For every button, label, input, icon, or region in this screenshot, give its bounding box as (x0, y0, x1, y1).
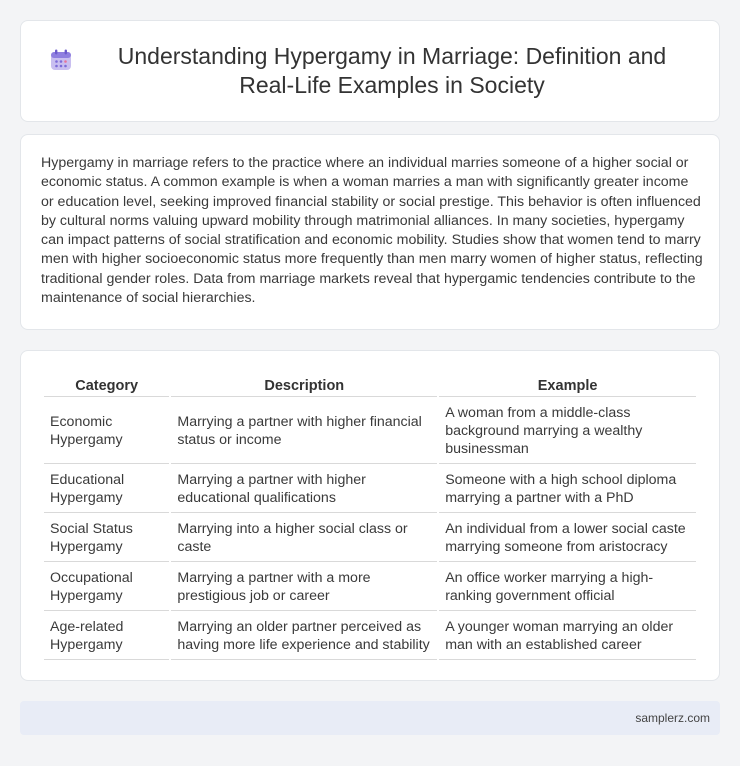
calendar-icon (48, 47, 74, 73)
cell-example: An office worker marrying a high-ranking government official (439, 562, 696, 611)
header-example: Example (439, 371, 696, 397)
footer-bar (20, 701, 720, 735)
cell-category: Economic Hypergamy (44, 397, 169, 464)
table-row (44, 611, 696, 660)
header-category: Category (44, 371, 169, 397)
cell-example: A younger woman marrying an older man with an established career (439, 611, 696, 660)
title-wrap (21, 21, 719, 121)
intro-card (20, 134, 720, 330)
cell-category: Educational Hypergamy (44, 464, 169, 513)
cell-example: Someone with a high school diploma marrying a partner with a PhD (439, 464, 696, 513)
table-row (44, 513, 696, 562)
title-card (20, 20, 720, 122)
table-row (44, 397, 696, 464)
cell-example: An individual from a lower social caste marrying someone from aristocracy (439, 513, 696, 562)
cell-description: Marrying into a higher social class or caste (171, 513, 437, 562)
cell-category: Social Status Hypergamy (44, 513, 169, 562)
cell-category: Age-related Hypergamy (44, 611, 169, 660)
table-card (20, 350, 720, 681)
cell-example: A woman from a middle-class background marrying a wealthy businessman (439, 397, 696, 464)
cell-category: Occupational Hypergamy (44, 562, 169, 611)
cell-description: Marrying a partner with higher educational qualifications (171, 464, 437, 513)
table-row (44, 562, 696, 611)
header-description: Description (171, 371, 437, 397)
cell-description: Marrying a partner with higher financial status or income (171, 397, 437, 464)
cell-description: Marrying an older partner perceived as having more life experience and stability (171, 611, 437, 660)
intro-paragraph: Hypergamy in marriage refers to the practice where an individual marries someone of a higher social or economic status. A common example is when a woman marries a man with significantly greater income or education level, seeking improved financial stability or social prestige. This behavior is often influenced by cultural norms valuing upward mobility through matrimonial alliances. In many societies, hypergamy can impact patterns of social stratification and economic mobility. Studies show that women tend to marry men with higher socioeconomic status more frequently than men marry women of higher status, reflecting traditional gender roles. Data from marriage markets reveal that hypergamic tendencies contribute to the maintenance of social hierarchies. (41, 155, 703, 307)
table-row (44, 464, 696, 513)
footer-site-link[interactable]: samplerz.com (635, 711, 710, 725)
table-header-row (44, 371, 696, 397)
page-title: Understanding Hypergamy in Marriage: Definition and Real-Life Examples in Society (117, 43, 667, 98)
hypergamy-table (42, 371, 698, 660)
cell-description: Marrying a partner with a more prestigious job or career (171, 562, 437, 611)
